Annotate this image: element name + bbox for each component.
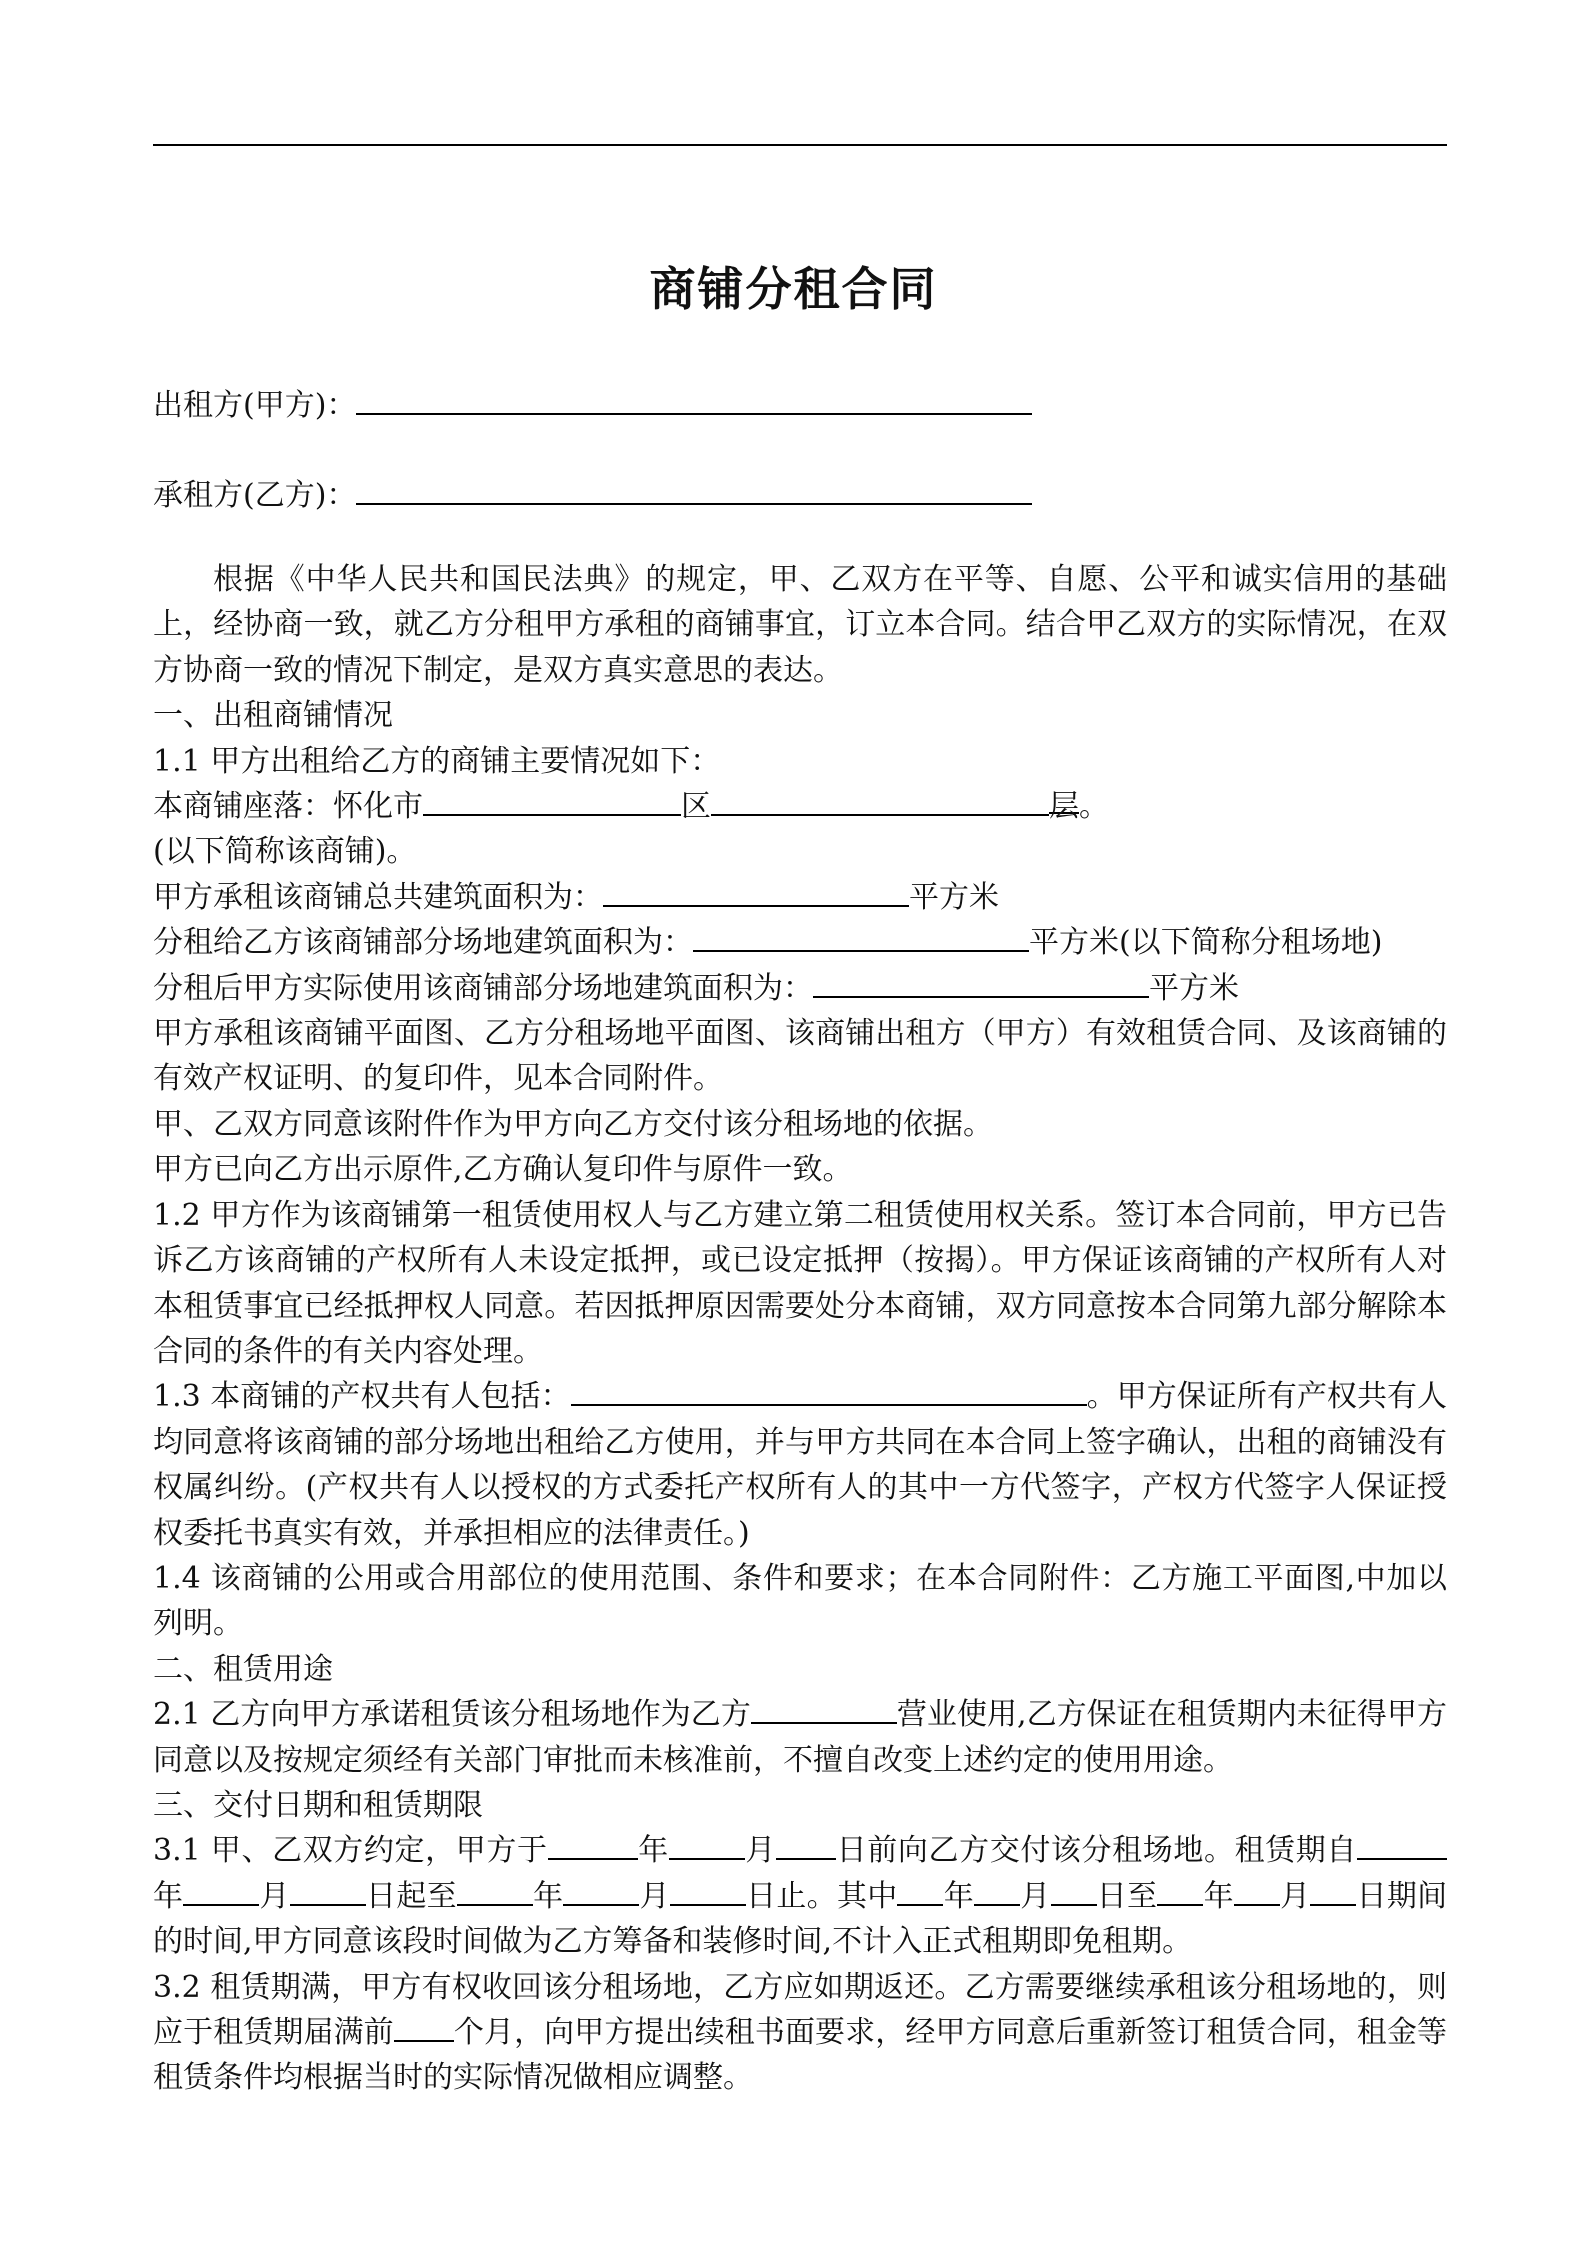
intro-paragraph: 根据《中华人民共和国民法典》的规定，甲、乙双方在平等、自愿、公平和诚实信用的基础上，经协商一致，就乙方分租甲方承租的商铺事宜，订立本合同。结合甲乙双方的实际情况，在双方协商一致的情况下制定，是双方真实意思的表达。 <box>153 562 1447 688</box>
end-day-blank[interactable] <box>670 1876 746 1906</box>
start-year-blank[interactable] <box>1357 1830 1447 1860</box>
clause-3-1-text: 日起至 <box>365 1878 457 1914</box>
originals-paragraph: 甲方已向乙方出示原件,乙方确认复印件与原件一致。 <box>153 1152 853 1188</box>
clause-3-1-text: 日期间的时间,甲方同意该段时间做为乙方筹备和装修时间,不计入正式租期即免租期。 <box>153 1878 1448 1960</box>
renewal-label: 3.2 租赁期满，甲方有权收回该分租场地，乙方应如期返还。乙方需要继续承租该分租场地的，则应于租赁期届满前 <box>153 1969 1447 2050</box>
clause-3-1-text: 月 <box>1020 1878 1051 1914</box>
free-end-day-blank[interactable] <box>1310 1876 1356 1906</box>
free-start-year-blank[interactable] <box>897 1876 943 1906</box>
clause-3-1-text: 年 <box>637 1833 669 1869</box>
sublet-area-label: 分租给乙方该商铺部分场地建筑面积为： <box>153 925 693 961</box>
usage-label: 2.1 乙方向甲方承诺租赁该分租场地作为乙方 <box>153 1697 751 1733</box>
section-1-heading: 一、出租商铺情况 <box>153 698 393 734</box>
party-b-line <box>153 470 1032 514</box>
clause-3-1-text: 月 <box>259 1878 290 1914</box>
header-rule <box>153 144 1447 146</box>
free-end-month-blank[interactable] <box>1234 1876 1280 1906</box>
remaining-area-unit: 平方米 <box>1149 970 1239 1006</box>
co-owners-label: 1.3 本商铺的产权共有人包括： <box>153 1379 571 1415</box>
sublet-area-line <box>153 920 1447 965</box>
abbreviation-note: (以下简称该商铺)。 <box>153 834 417 870</box>
sublet-area-blank[interactable] <box>693 922 1029 952</box>
usage-blank[interactable] <box>751 1694 897 1724</box>
party-b-blank[interactable] <box>356 473 1032 505</box>
location-floor-label: 层 <box>1049 784 1079 814</box>
location-city-label: 本商铺座落：怀化市 <box>153 789 423 825</box>
clause-3-2 <box>153 1965 1447 2101</box>
total-area-blank[interactable] <box>603 877 909 907</box>
floor-blank[interactable] <box>711 786 1049 816</box>
usage-text: 营业使用,乙方保证在租赁期内未征得甲方同意以及按规定须经有关部门审批而未核准前，不擅自改变上述约定的使用用途。 <box>153 1697 1447 1778</box>
clause-3-1-text: 年 <box>532 1878 564 1914</box>
contract-body <box>153 557 1447 2101</box>
sublet-area-unit: 平方米(以下简称分租场地) <box>1029 925 1383 961</box>
delivery-day-blank[interactable] <box>776 1830 836 1860</box>
attachments-paragraph: 甲方承租该商铺平面图、乙方分租场地平面图、该商铺出租方（甲方）有效租赁合同、及该商铺的有效产权证明、的复印件，见本合同附件。 <box>153 1016 1447 1097</box>
free-start-day-blank[interactable] <box>1051 1876 1097 1906</box>
section-2-heading: 二、租赁用途 <box>153 1651 333 1687</box>
section-3-heading: 三、交付日期和租赁期限 <box>153 1787 483 1823</box>
party-a-blank[interactable] <box>356 383 1032 415</box>
clause-3-1-text: 年 <box>943 1878 974 1914</box>
party-b-label: 承租方(乙方)： <box>153 478 357 513</box>
location-period: 。 <box>1079 789 1109 825</box>
clause-2-1 <box>153 1692 1447 1783</box>
end-month-blank[interactable] <box>563 1876 639 1906</box>
renewal-text: 个月，向甲方提出续租书面要求，经甲方同意后重新签订租赁合同，租金等租赁条件均根据当时的实际情况做相应调整。 <box>153 2015 1447 2096</box>
location-line <box>153 784 1447 829</box>
clause-3-1-text: 日至 <box>1096 1878 1158 1914</box>
renewal-months-blank[interactable] <box>394 2012 454 2042</box>
clause-1-4: 1.4 该商铺的公用或合用部位的使用范围、条件和要求；在本合同附件：乙方施工平面图,中加以列明。 <box>153 1560 1447 1642</box>
clause-3-1-text: 月 <box>744 1833 777 1869</box>
remaining-area-line <box>153 966 1447 1011</box>
clause-1-2: 1.2 甲方作为该商铺第一租赁使用权人与乙方建立第二租赁使用权关系。签订本合同前，甲方已告诉乙方该商铺的产权所有人未设定抵押，或已设定抵押（按揭）。甲方保证该商铺的产权所有人对本租赁事宜已经抵押权人同意。若因抵押原因需要处分本商铺，双方同意按本合同第九部分解除本合同的条件的有关内容处理。 <box>153 1197 1447 1369</box>
district-blank[interactable] <box>423 786 681 816</box>
party-a-line <box>153 380 1032 424</box>
agreement-paragraph: 甲、乙双方同意该附件作为甲方向乙方交付该分租场地的依据。 <box>153 1106 993 1142</box>
party-a-label: 出租方(甲方)： <box>153 388 357 423</box>
clause-3-1-text: 月 <box>1279 1878 1311 1914</box>
clause-3-1-text: 年 <box>1203 1878 1234 1914</box>
total-area-unit: 平方米 <box>909 879 999 915</box>
document-title: 商铺分租合同 <box>649 262 938 316</box>
clause-3-1-text: 月 <box>639 1878 670 1914</box>
remaining-area-label: 分租后甲方实际使用该商铺部分场地建筑面积为： <box>153 970 813 1006</box>
total-area-label: 甲方承租该商铺总共建筑面积为： <box>153 879 603 915</box>
clause-3-1-text: 年 <box>153 1878 184 1914</box>
clause-3-1-text: 3.1 甲、乙双方约定，甲方于 <box>153 1833 548 1869</box>
clause-3-1-text: 日止。其中 <box>745 1878 898 1914</box>
start-month-blank[interactable] <box>183 1876 259 1906</box>
total-area-line <box>153 875 1447 920</box>
co-owners-blank[interactable] <box>571 1376 1087 1406</box>
delivery-month-blank[interactable] <box>669 1830 745 1860</box>
clause-1-1: 1.1 甲方出租给乙方的商铺主要情况如下： <box>153 743 721 779</box>
clause-3-1-text: 日前向乙方交付该分租场地。租赁期自 <box>836 1833 1358 1869</box>
free-start-month-blank[interactable] <box>974 1876 1020 1906</box>
clause-1-3 <box>153 1374 1447 1556</box>
free-end-year-blank[interactable] <box>1157 1876 1203 1906</box>
clause-3-1 <box>153 1828 1447 1964</box>
end-year-blank[interactable] <box>457 1876 533 1906</box>
co-owners-text: 。甲方保证所有产权共有人均同意将该商铺的部分场地出租给乙方使用，并与甲方共同在本合同上签字确认，出租的商铺没有权属纠纷。(产权共有人以授权的方式委托产权所有人的其中一方代签字，产权方代签字人保证授权委托书真实有效，并承担相应的法律责任。) <box>153 1379 1448 1551</box>
start-day-blank[interactable] <box>290 1876 366 1906</box>
delivery-year-blank[interactable] <box>548 1830 638 1860</box>
remaining-area-blank[interactable] <box>813 968 1149 998</box>
location-district-label: 区 <box>681 789 711 825</box>
